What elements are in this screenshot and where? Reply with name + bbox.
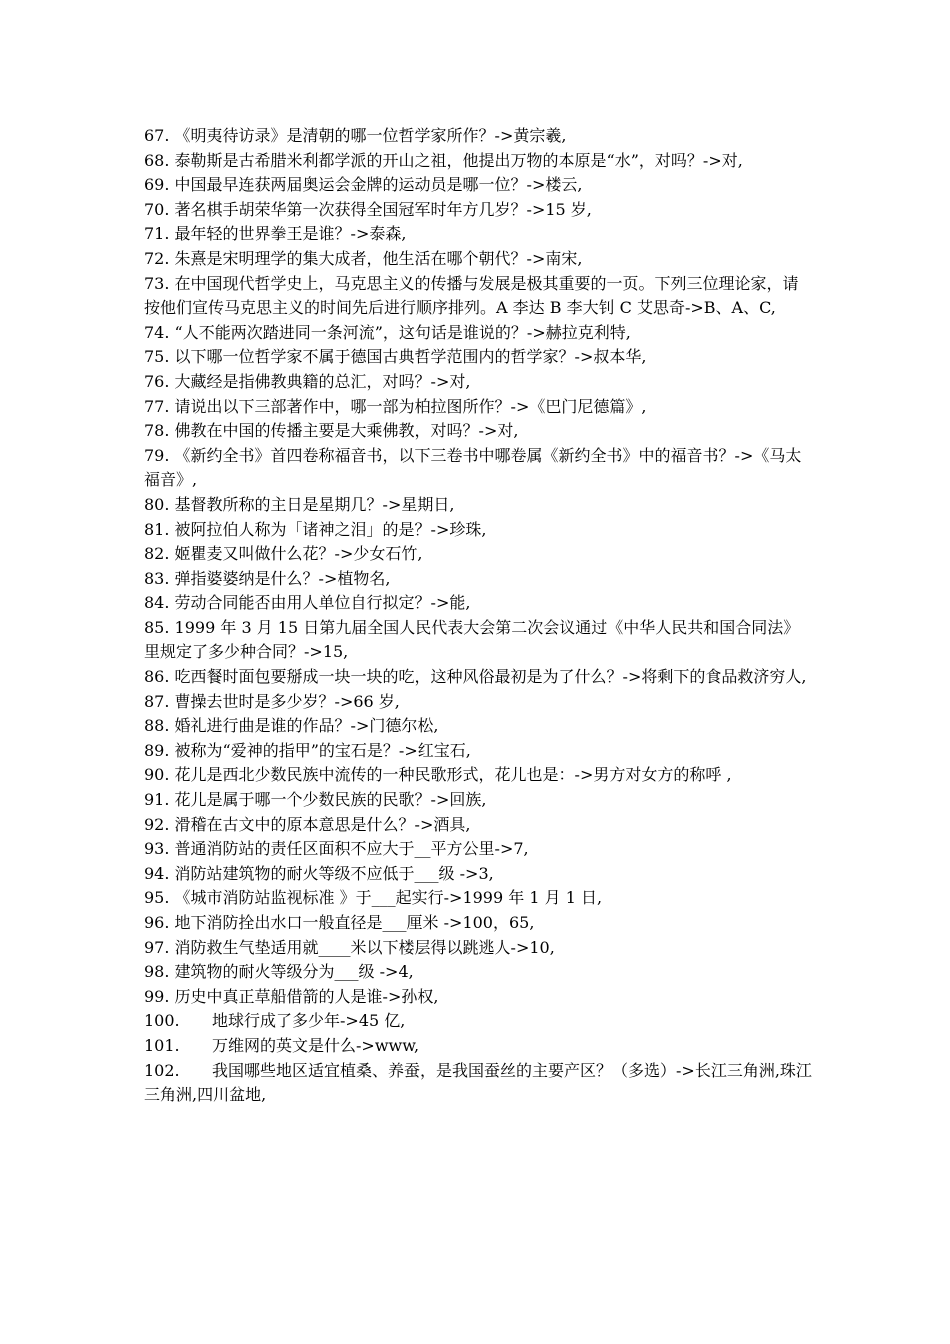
list-item [144, 124, 812, 149]
item-number: 88. [144, 716, 170, 736]
item-text: 泰勒斯是古希腊米利都学派的开山之祖，他提出万物的本原是“水”，对吗？->对, [174, 150, 743, 170]
list-item [144, 542, 812, 567]
item-text: 普通消防站的责任区面积不应大于__平方公里->7, [174, 839, 529, 859]
item-text: 被阿拉伯人称为「诸神之泪」的是？->珍珠, [174, 519, 487, 539]
list-item [144, 714, 812, 739]
item-number: 100. [144, 1011, 180, 1031]
item-number: 95. [144, 888, 170, 908]
item-text: 花儿是西北少数民族中流传的一种民歌形式，花儿也是：->男方对女方的称呼 , [174, 765, 732, 785]
item-number: 74. [144, 322, 170, 342]
item-number: 87. [144, 691, 170, 711]
list-item [144, 518, 812, 543]
item-text: 消防站建筑物的耐火等级不应低于___级 ->3, [174, 863, 494, 883]
list-item [144, 665, 812, 690]
list-item [144, 1059, 812, 1108]
list-item [144, 272, 812, 321]
item-text: 消防救生气垫适用就____米以下楼层得以跳逃人->10, [174, 937, 555, 957]
list-item [144, 886, 812, 911]
item-number: 78. [144, 421, 170, 441]
list-item [144, 395, 812, 420]
list-item [144, 862, 812, 887]
question-list [144, 124, 812, 1108]
item-text: 吃西餐时面包要掰成一块一块的吃，这种风俗最初是为了什么？->将剩下的食品救济穷人, [174, 667, 807, 687]
item-number: 82. [144, 544, 170, 564]
item-text: 佛教在中国的传播主要是大乘佛教，对吗？->对, [174, 421, 519, 441]
list-item [144, 616, 812, 665]
item-number: 68. [144, 150, 170, 170]
item-text: “人不能两次踏进同一条河流”，这句话是谁说的？->赫拉克利特, [174, 322, 631, 342]
item-text: 最年轻的世界拳王是谁？->泰森, [174, 224, 407, 244]
item-text: 请说出以下三部著作中，哪一部为柏拉图所作？->《巴门尼德篇》, [174, 396, 647, 416]
list-item [144, 837, 812, 862]
item-number: 72. [144, 248, 170, 268]
item-text: 基督教所称的主日是星期几？->星期日, [174, 494, 455, 514]
list-item [144, 345, 812, 370]
list-item [144, 173, 812, 198]
item-number: 73. [144, 273, 170, 293]
item-text: 1999 年 3 月 15 日第九届全国人民代表大会第二次会议通过《中华人民共和国合同法》里规定了多少种合同？->15, [144, 617, 800, 662]
item-text: 大藏经是指佛教典籍的总汇，对吗？->对, [174, 371, 471, 391]
list-item [144, 247, 812, 272]
item-number: 97. [144, 937, 170, 957]
list-item [144, 222, 812, 247]
item-number: 79. [144, 445, 170, 465]
item-text: 历史中真正草船借箭的人是谁->孙权, [174, 986, 439, 1006]
item-text: 劳动合同能否由用人单位自行拟定？->能, [174, 593, 471, 613]
item-text: 《城市消防站监视标准 》于___起实行->1999 年 1 月 1 日, [174, 888, 603, 908]
item-text: 我国哪些地区适宜植桑、养蚕，是我国蚕丝的主要产区？（多选）->长江三角洲,珠江三角洲,四川盆地, [144, 1060, 812, 1105]
item-text: 《新约全书》首四卷称福音书，以下三卷书中哪卷属《新约全书》中的福音书？->《马太福音》, [144, 445, 802, 490]
item-text: 地球行成了多少年->45 亿, [212, 1011, 406, 1031]
list-item [144, 321, 812, 346]
list-item [144, 149, 812, 174]
list-item [144, 690, 812, 715]
item-number: 85. [144, 617, 170, 637]
item-number: 89. [144, 740, 170, 760]
item-number: 94. [144, 863, 170, 883]
item-number: 92. [144, 814, 170, 834]
list-item [144, 1034, 812, 1059]
item-number: 102. [144, 1060, 180, 1080]
list-item [144, 444, 812, 493]
item-number: 83. [144, 568, 170, 588]
item-number: 69. [144, 175, 170, 195]
item-text: 《明夷待访录》是清朝的哪一位哲学家所作？->黄宗羲, [174, 126, 567, 145]
list-item [144, 813, 812, 838]
item-number: 93. [144, 839, 170, 859]
item-number: 70. [144, 199, 170, 219]
item-text: 地下消防拴出水口一般直径是___厘米 ->100，65, [174, 913, 535, 932]
item-number: 81. [144, 519, 170, 539]
item-number: 67. [144, 126, 170, 145]
item-text: 姬瞿麦又叫做什么花？->少女石竹, [174, 544, 423, 564]
item-text: 花儿是属于哪一个少数民族的民歌？->回族, [174, 790, 487, 810]
item-text: 婚礼进行曲是谁的作品？->门德尔松, [174, 716, 439, 736]
item-text: 中国最早连获两届奥运会金牌的运动员是哪一位？->楼云, [174, 175, 583, 195]
item-text: 被称为“爱神的指甲”的宝石是？->红宝石, [174, 740, 471, 760]
item-number: 80. [144, 494, 170, 514]
item-number: 91. [144, 790, 170, 810]
item-text: 建筑物的耐火等级分为___级 ->4, [174, 962, 414, 982]
list-item [144, 911, 812, 936]
item-number: 76. [144, 371, 170, 391]
list-item [144, 567, 812, 592]
list-item [144, 419, 812, 444]
item-text: 万维网的英文是什么->www, [212, 1035, 420, 1055]
list-item [144, 198, 812, 223]
list-item [144, 936, 812, 961]
list-item [144, 763, 812, 788]
item-number: 101. [144, 1035, 180, 1055]
item-number: 99. [144, 986, 170, 1006]
item-number: 84. [144, 593, 170, 613]
item-text: 朱熹是宋明理学的集大成者，他生活在哪个朝代？->南宋, [174, 248, 583, 268]
item-number: 86. [144, 667, 170, 687]
list-item [144, 1009, 812, 1034]
list-item [144, 739, 812, 764]
list-item [144, 788, 812, 813]
item-number: 77. [144, 396, 170, 416]
list-item [144, 985, 812, 1010]
item-number: 98. [144, 962, 170, 982]
item-text: 著名棋手胡荣华第一次获得全国冠军时年方几岁？->15 岁, [174, 199, 592, 219]
item-number: 90. [144, 765, 170, 785]
list-item [144, 960, 812, 985]
item-text: 曹操去世时是多少岁？->66 岁, [174, 691, 400, 711]
item-text: 以下哪一位哲学家不属于德国古典哲学范围内的哲学家？->叔本华, [174, 347, 647, 367]
item-number: 71. [144, 224, 170, 244]
item-number: 96. [144, 913, 170, 932]
list-item [144, 493, 812, 518]
list-item [144, 370, 812, 395]
list-item [144, 591, 812, 616]
item-text: 滑稽在古文中的原本意思是什么？->酒具, [174, 814, 471, 834]
item-text: 弹指婆婆纳是什么？->植物名, [174, 568, 391, 588]
item-text: 在中国现代哲学史上，马克思主义的传播与发展是极其重要的一页。下列三位理论家，请按他们宣传马克思主义的时间先后进行顺序排列。A 李达 B 李大钊 C 艾思奇->B、A、C, [144, 273, 799, 318]
item-number: 75. [144, 347, 170, 367]
